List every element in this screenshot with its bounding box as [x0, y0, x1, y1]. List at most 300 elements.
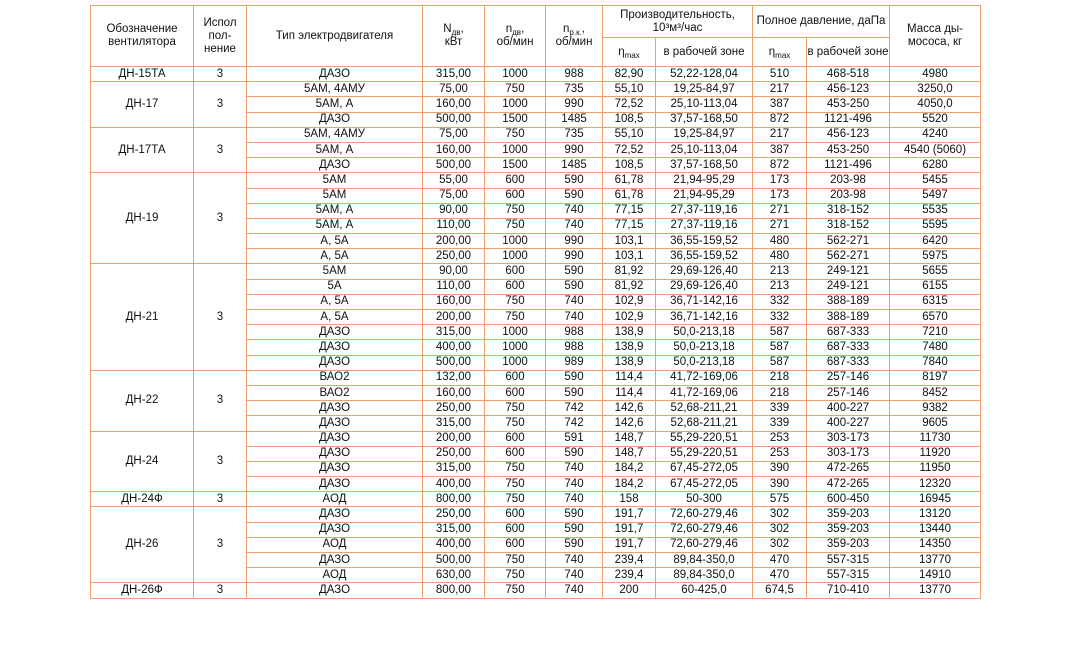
wheel-speed-cell: 742 — [546, 401, 603, 416]
mass-cell: 9605 — [890, 416, 981, 431]
motor-type-cell: ДАЗО — [247, 325, 423, 340]
eta-subscript: max — [624, 50, 640, 60]
motor-speed-cell: 600 — [485, 370, 546, 385]
mass-cell: 3250,0 — [890, 82, 981, 97]
power-cell: 250,00 — [423, 401, 485, 416]
capacity-range-cell: 41,72-169,06 — [656, 370, 753, 385]
header-motor-speed-subscript: дв — [512, 28, 522, 37]
table-row — [91, 583, 981, 598]
capacity-range-cell: 27,37-119,16 — [656, 203, 753, 218]
capacity-eta-cell: 138,9 — [603, 325, 656, 340]
motor-speed-cell: 600 — [485, 446, 546, 461]
motor-type-cell: ДАЗО — [247, 583, 423, 598]
pressure-eta-cell: 674,5 — [753, 583, 807, 598]
motor-speed-cell: 750 — [485, 477, 546, 492]
header-power: $N_{дв}$, кВт — [423, 6, 485, 67]
pressure-eta-cell: 575 — [753, 492, 807, 507]
pressure-range-cell: 600-450 — [807, 492, 890, 507]
motor-speed-cell: 1500 — [485, 158, 546, 173]
pressure-eta-cell: 332 — [753, 294, 807, 309]
capacity-eta-cell: 158 — [603, 492, 656, 507]
mass-cell: 5975 — [890, 249, 981, 264]
motor-speed-cell: 750 — [485, 127, 546, 142]
header-motor-speed-symbol: n — [505, 23, 513, 35]
fan-designation-cell: ДН-26 — [91, 507, 194, 583]
motor-speed-cell: 750 — [485, 553, 546, 568]
capacity-range-cell: 89,84-350,0 — [656, 568, 753, 583]
header-motor-speed: $n_{дв}$, об/мин — [485, 6, 546, 67]
capacity-range-cell: 67,45-272,05 — [656, 461, 753, 476]
power-cell: 250,00 — [423, 507, 485, 522]
capacity-range-cell: 25,10-113,04 — [656, 142, 753, 157]
motor-speed-cell: 750 — [485, 310, 546, 325]
pressure-range-cell: 249-121 — [807, 279, 890, 294]
pressure-range-cell: 359-203 — [807, 507, 890, 522]
capacity-eta-cell: 103,1 — [603, 234, 656, 249]
pressure-range-cell: 359-203 — [807, 537, 890, 552]
capacity-range-cell: 36,55-159,52 — [656, 249, 753, 264]
mass-cell: 13770 — [890, 553, 981, 568]
pressure-eta-cell: 872 — [753, 158, 807, 173]
pressure-eta-cell: 587 — [753, 355, 807, 370]
capacity-eta-cell: 77,15 — [603, 203, 656, 218]
pressure-eta-cell: 387 — [753, 142, 807, 157]
fan-designation-cell: ДН-17 — [91, 82, 194, 128]
pressure-range-cell: 472-265 — [807, 477, 890, 492]
pressure-range-cell: 557-315 — [807, 568, 890, 583]
mass-cell: 4980 — [890, 67, 981, 82]
pressure-eta-cell: 587 — [753, 340, 807, 355]
execution-cell: 3 — [194, 127, 247, 173]
power-cell: 500,00 — [423, 112, 485, 127]
pressure-range-cell: 456-123 — [807, 127, 890, 142]
wheel-speed-cell: 740 — [546, 218, 603, 233]
capacity-range-cell: 25,10-113,04 — [656, 97, 753, 112]
motor-speed-cell: 1000 — [485, 340, 546, 355]
motor-type-cell: 5АМ — [247, 264, 423, 279]
motor-type-cell: АОД — [247, 568, 423, 583]
motor-type-cell: 5АМ, 4АМУ — [247, 82, 423, 97]
motor-type-cell: АОД — [247, 537, 423, 552]
header-power-unit: кВт — [444, 36, 463, 48]
capacity-eta-cell: 55,10 — [603, 127, 656, 142]
pressure-eta-cell: 480 — [753, 249, 807, 264]
header-wheel-speed: $n_{р.к.}$, об/мин — [546, 6, 603, 67]
table-row — [91, 67, 981, 82]
header-pressure-group: Полное давление, даПа — [753, 6, 890, 38]
capacity-range-cell: 21,94-95,29 — [656, 188, 753, 203]
header-wheel-speed-symbol: n — [562, 23, 570, 35]
header-pressure-eta — [753, 38, 807, 67]
power-cell: 800,00 — [423, 492, 485, 507]
capacity-eta-cell: 81,92 — [603, 279, 656, 294]
wheel-speed-cell: 590 — [546, 385, 603, 400]
wheel-speed-cell: 742 — [546, 416, 603, 431]
pressure-range-cell: 710-410 — [807, 583, 890, 598]
motor-type-cell: ДАЗО — [247, 446, 423, 461]
fan-specs-table — [90, 5, 981, 599]
motor-type-cell: ДАЗО — [247, 340, 423, 355]
wheel-speed-cell: 740 — [546, 583, 603, 598]
capacity-eta-cell: 138,9 — [603, 355, 656, 370]
mass-cell: 7480 — [890, 340, 981, 355]
table-row — [91, 264, 981, 279]
mass-cell: 12320 — [890, 477, 981, 492]
power-cell: 75,00 — [423, 82, 485, 97]
capacity-eta-cell: 184,2 — [603, 477, 656, 492]
wheel-speed-cell: 740 — [546, 492, 603, 507]
mass-cell: 6570 — [890, 310, 981, 325]
capacity-range-cell: 89,84-350,0 — [656, 553, 753, 568]
wheel-speed-cell: 990 — [546, 249, 603, 264]
capacity-eta-cell: 72,52 — [603, 142, 656, 157]
motor-type-cell: ДАЗО — [247, 477, 423, 492]
table-row — [91, 431, 981, 446]
capacity-range-cell: 21,94-95,29 — [656, 173, 753, 188]
capacity-range-cell: 29,69-126,40 — [656, 279, 753, 294]
wheel-speed-cell: 1485 — [546, 112, 603, 127]
capacity-range-cell: 52,68-211,21 — [656, 401, 753, 416]
header-capacity-work-zone: в рабочей зоне — [656, 38, 753, 67]
pressure-range-cell: 203-98 — [807, 173, 890, 188]
wheel-speed-cell: 740 — [546, 294, 603, 309]
header-wheel-speed-subscript: р.к. — [569, 28, 582, 37]
pressure-eta-cell: 173 — [753, 188, 807, 203]
power-cell: 200,00 — [423, 310, 485, 325]
capacity-range-cell: 19,25-84,97 — [656, 82, 753, 97]
motor-type-cell: АОД — [247, 492, 423, 507]
header-motor-speed-unit: об/мин — [496, 36, 534, 48]
mass-cell: 11920 — [890, 446, 981, 461]
power-cell: 160,00 — [423, 385, 485, 400]
mass-cell: 5655 — [890, 264, 981, 279]
fan-designation-cell: ДН-15ТА — [91, 67, 194, 82]
power-cell: 250,00 — [423, 446, 485, 461]
table-row — [91, 82, 981, 97]
pressure-eta-cell: 213 — [753, 279, 807, 294]
power-cell: 400,00 — [423, 340, 485, 355]
mass-cell: 7840 — [890, 355, 981, 370]
motor-speed-cell: 1000 — [485, 355, 546, 370]
header-execution: Испол пол- нение — [194, 6, 247, 67]
pressure-eta-cell: 510 — [753, 67, 807, 82]
mass-cell: 13440 — [890, 522, 981, 537]
mass-cell: 14350 — [890, 537, 981, 552]
power-cell: 315,00 — [423, 67, 485, 82]
pressure-range-cell: 318-152 — [807, 218, 890, 233]
wheel-speed-cell: 590 — [546, 537, 603, 552]
mass-cell: 5455 — [890, 173, 981, 188]
mass-cell: 4240 — [890, 127, 981, 142]
eta-symbol: η — [618, 45, 625, 58]
pressure-eta-cell: 332 — [753, 310, 807, 325]
capacity-range-cell: 72,60-279,46 — [656, 522, 753, 537]
execution-cell: 3 — [194, 370, 247, 431]
power-cell: 132,00 — [423, 370, 485, 385]
power-cell: 200,00 — [423, 234, 485, 249]
pressure-eta-cell: 339 — [753, 416, 807, 431]
capacity-range-cell: 50,0-213,18 — [656, 340, 753, 355]
fan-designation-cell: ДН-24 — [91, 431, 194, 492]
power-cell: 500,00 — [423, 355, 485, 370]
mass-cell: 11950 — [890, 461, 981, 476]
pressure-eta-cell: 217 — [753, 127, 807, 142]
table-body — [91, 67, 981, 599]
pressure-range-cell: 456-123 — [807, 82, 890, 97]
motor-type-cell: ДАЗО — [247, 416, 423, 431]
capacity-range-cell: 36,71-142,16 — [656, 294, 753, 309]
wheel-speed-cell: 740 — [546, 568, 603, 583]
motor-speed-cell: 750 — [485, 294, 546, 309]
motor-type-cell: ДАЗО — [247, 112, 423, 127]
power-cell: 250,00 — [423, 249, 485, 264]
motor-speed-cell: 1000 — [485, 234, 546, 249]
eta-symbol: η — [768, 45, 776, 58]
wheel-speed-cell: 989 — [546, 355, 603, 370]
header-designation: Обозначение вентилятора — [91, 6, 194, 67]
capacity-range-cell: 37,57-168,50 — [656, 112, 753, 127]
mass-cell: 5497 — [890, 188, 981, 203]
capacity-range-cell: 37,57-168,50 — [656, 158, 753, 173]
pressure-eta-cell: 387 — [753, 97, 807, 112]
power-cell: 315,00 — [423, 461, 485, 476]
motor-speed-cell: 750 — [485, 203, 546, 218]
pressure-eta-cell: 218 — [753, 385, 807, 400]
wheel-speed-cell: 990 — [546, 97, 603, 112]
motor-type-cell: 5АМ, А — [247, 218, 423, 233]
table-row — [91, 127, 981, 142]
header-wheel-speed-unit: об/мин — [555, 36, 593, 48]
motor-type-cell: ДАЗО — [247, 553, 423, 568]
pressure-range-cell: 453-250 — [807, 142, 890, 157]
power-cell: 160,00 — [423, 142, 485, 157]
mass-cell: 6420 — [890, 234, 981, 249]
motor-speed-cell: 750 — [485, 416, 546, 431]
power-cell: 110,00 — [423, 218, 485, 233]
wheel-speed-cell: 740 — [546, 461, 603, 476]
motor-speed-cell: 750 — [485, 583, 546, 598]
power-cell: 90,00 — [423, 203, 485, 218]
execution-cell: 3 — [194, 264, 247, 370]
table-row — [91, 492, 981, 507]
table-header — [91, 6, 981, 67]
motor-speed-cell: 1000 — [485, 97, 546, 112]
table-row — [91, 370, 981, 385]
pressure-range-cell: 687-333 — [807, 355, 890, 370]
fan-designation-cell: ДН-24Ф — [91, 492, 194, 507]
capacity-eta-cell: 148,7 — [603, 431, 656, 446]
pressure-eta-cell: 872 — [753, 112, 807, 127]
power-cell: 500,00 — [423, 158, 485, 173]
motor-type-cell: ВАО2 — [247, 370, 423, 385]
motor-speed-cell: 600 — [485, 522, 546, 537]
wheel-speed-cell: 740 — [546, 203, 603, 218]
wheel-speed-cell: 1485 — [546, 158, 603, 173]
mass-cell: 8197 — [890, 370, 981, 385]
pressure-eta-cell: 302 — [753, 507, 807, 522]
capacity-eta-cell: 103,1 — [603, 249, 656, 264]
motor-speed-cell: 750 — [485, 218, 546, 233]
power-cell: 500,00 — [423, 553, 485, 568]
capacity-eta-cell: 142,6 — [603, 416, 656, 431]
execution-cell: 3 — [194, 492, 247, 507]
pressure-eta-cell: 173 — [753, 173, 807, 188]
pressure-eta-cell: 587 — [753, 325, 807, 340]
power-cell: 400,00 — [423, 537, 485, 552]
motor-type-cell: ДАЗО — [247, 401, 423, 416]
capacity-range-cell: 60-425,0 — [656, 583, 753, 598]
motor-speed-cell: 600 — [485, 279, 546, 294]
pressure-range-cell: 249-121 — [807, 264, 890, 279]
mass-cell: 13770 — [890, 583, 981, 598]
capacity-range-cell: 50-300 — [656, 492, 753, 507]
capacity-eta-cell: 239,4 — [603, 568, 656, 583]
capacity-range-cell: 67,45-272,05 — [656, 477, 753, 492]
capacity-eta-cell: 61,78 — [603, 173, 656, 188]
wheel-speed-cell: 990 — [546, 142, 603, 157]
capacity-eta-cell: 138,9 — [603, 340, 656, 355]
pressure-eta-cell: 253 — [753, 431, 807, 446]
capacity-eta-cell: 82,90 — [603, 67, 656, 82]
capacity-range-cell: 52,68-211,21 — [656, 416, 753, 431]
header-mass: Масса ды- мососа, кг — [890, 6, 981, 67]
pressure-eta-cell: 470 — [753, 553, 807, 568]
mass-cell: 13120 — [890, 507, 981, 522]
fan-designation-cell: ДН-19 — [91, 173, 194, 264]
mass-cell: 5535 — [890, 203, 981, 218]
mass-cell: 5595 — [890, 218, 981, 233]
wheel-speed-cell: 590 — [546, 370, 603, 385]
pressure-eta-cell: 217 — [753, 82, 807, 97]
execution-cell: 3 — [194, 431, 247, 492]
pressure-range-cell: 687-333 — [807, 325, 890, 340]
motor-speed-cell: 1000 — [485, 67, 546, 82]
power-cell: 315,00 — [423, 325, 485, 340]
motor-type-cell: ВАО2 — [247, 385, 423, 400]
motor-type-cell: ДАЗО — [247, 67, 423, 82]
motor-speed-cell: 1000 — [485, 249, 546, 264]
power-cell: 110,00 — [423, 279, 485, 294]
pressure-eta-cell: 390 — [753, 461, 807, 476]
motor-speed-cell: 600 — [485, 264, 546, 279]
capacity-range-cell: 50,0-213,18 — [656, 355, 753, 370]
capacity-eta-cell: 148,7 — [603, 446, 656, 461]
motor-speed-cell: 600 — [485, 385, 546, 400]
pressure-range-cell: 303-173 — [807, 431, 890, 446]
pressure-range-cell: 687-333 — [807, 340, 890, 355]
motor-type-cell: 5АМ — [247, 173, 423, 188]
capacity-range-cell: 36,71-142,16 — [656, 310, 753, 325]
power-cell: 400,00 — [423, 477, 485, 492]
motor-speed-cell: 600 — [485, 431, 546, 446]
capacity-range-cell: 29,69-126,40 — [656, 264, 753, 279]
motor-type-cell: ДАЗО — [247, 522, 423, 537]
mass-cell: 8452 — [890, 385, 981, 400]
wheel-speed-cell: 591 — [546, 431, 603, 446]
capacity-range-cell: 72,60-279,46 — [656, 507, 753, 522]
header-pressure-work-zone: в рабочей зоне — [807, 38, 890, 67]
power-cell: 75,00 — [423, 188, 485, 203]
mass-cell: 6315 — [890, 294, 981, 309]
pressure-eta-cell: 271 — [753, 218, 807, 233]
capacity-eta-cell: 102,9 — [603, 310, 656, 325]
execution-cell: 3 — [194, 67, 247, 82]
pressure-range-cell: 400-227 — [807, 401, 890, 416]
capacity-eta-cell: 191,7 — [603, 522, 656, 537]
header-capacity-group: Производительность, 10³м³/час — [603, 6, 753, 38]
wheel-speed-cell: 590 — [546, 279, 603, 294]
wheel-speed-cell: 988 — [546, 325, 603, 340]
fan-designation-cell: ДН-17ТА — [91, 127, 194, 173]
pressure-range-cell: 303-173 — [807, 446, 890, 461]
motor-type-cell: 5АМ — [247, 188, 423, 203]
pressure-eta-cell: 339 — [753, 401, 807, 416]
motor-type-cell: ДАЗО — [247, 158, 423, 173]
mass-cell: 14910 — [890, 568, 981, 583]
power-cell: 160,00 — [423, 97, 485, 112]
fan-designation-cell: ДН-22 — [91, 370, 194, 431]
capacity-eta-cell: 239,4 — [603, 553, 656, 568]
capacity-range-cell: 41,72-169,06 — [656, 385, 753, 400]
power-cell: 800,00 — [423, 583, 485, 598]
motor-type-cell: ДАЗО — [247, 507, 423, 522]
motor-speed-cell: 1000 — [485, 142, 546, 157]
pressure-range-cell: 468-518 — [807, 67, 890, 82]
wheel-speed-cell: 740 — [546, 310, 603, 325]
pressure-eta-cell: 302 — [753, 537, 807, 552]
pressure-eta-cell: 213 — [753, 264, 807, 279]
motor-type-cell: ДАЗО — [247, 355, 423, 370]
wheel-speed-cell: 590 — [546, 173, 603, 188]
wheel-speed-cell: 590 — [546, 446, 603, 461]
motor-type-cell: А, 5А — [247, 310, 423, 325]
mass-cell: 16945 — [890, 492, 981, 507]
pressure-range-cell: 562-271 — [807, 249, 890, 264]
motor-speed-cell: 750 — [485, 82, 546, 97]
motor-speed-cell: 750 — [485, 492, 546, 507]
motor-speed-cell: 750 — [485, 568, 546, 583]
pressure-eta-cell: 253 — [753, 446, 807, 461]
wheel-speed-cell: 740 — [546, 553, 603, 568]
wheel-speed-cell: 990 — [546, 234, 603, 249]
motor-speed-cell: 600 — [485, 173, 546, 188]
pressure-range-cell: 453-250 — [807, 97, 890, 112]
power-cell: 630,00 — [423, 568, 485, 583]
motor-type-cell: А, 5А — [247, 294, 423, 309]
motor-speed-cell: 1500 — [485, 112, 546, 127]
mass-cell: 9382 — [890, 401, 981, 416]
wheel-speed-cell: 590 — [546, 188, 603, 203]
fan-designation-cell: ДН-21 — [91, 264, 194, 370]
capacity-eta-cell: 72,52 — [603, 97, 656, 112]
capacity-eta-cell: 108,5 — [603, 112, 656, 127]
execution-cell: 3 — [194, 173, 247, 264]
capacity-eta-cell: 200 — [603, 583, 656, 598]
pressure-range-cell: 400-227 — [807, 416, 890, 431]
pressure-range-cell: 318-152 — [807, 203, 890, 218]
motor-speed-cell: 750 — [485, 401, 546, 416]
power-cell: 75,00 — [423, 127, 485, 142]
capacity-eta-cell: 61,78 — [603, 188, 656, 203]
wheel-speed-cell: 735 — [546, 127, 603, 142]
pressure-eta-cell: 302 — [753, 522, 807, 537]
header-capacity-eta — [603, 38, 656, 67]
capacity-eta-cell: 108,5 — [603, 158, 656, 173]
motor-speed-cell: 600 — [485, 537, 546, 552]
motor-speed-cell: 1000 — [485, 325, 546, 340]
capacity-range-cell: 19,25-84,97 — [656, 127, 753, 142]
pressure-eta-cell: 271 — [753, 203, 807, 218]
